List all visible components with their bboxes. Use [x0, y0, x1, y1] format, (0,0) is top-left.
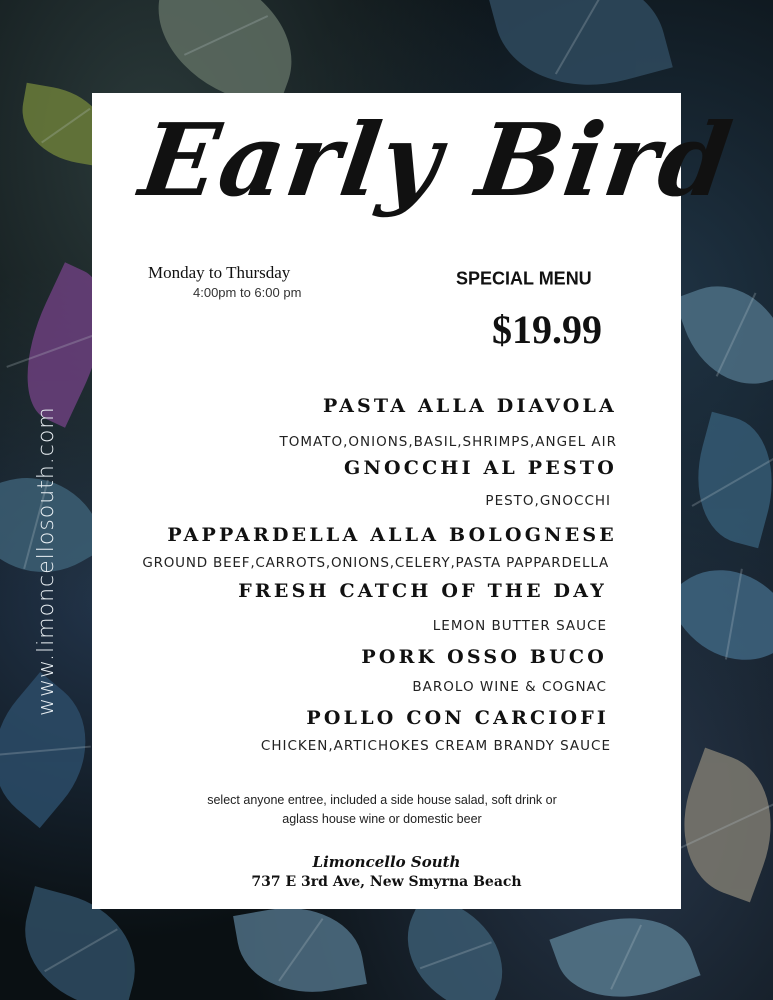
leaf-decoration [681, 412, 773, 549]
menu-days: Monday to Thursday [148, 263, 291, 282]
menu-hours: 4:00pm to 6:00 pm [193, 285, 302, 300]
dish-description: TOMATO,ONIONS,BASIL,SHRIMPS,ANGEL AIR [279, 434, 617, 450]
dish-name: PAPPARDELLA ALLA BOLOGNESE [167, 524, 617, 546]
dish-name: FRESH CATCH OF THE DAY [238, 579, 607, 602]
dish-description: BAROLO WINE & COGNAC [412, 679, 607, 695]
restaurant-name: Limoncello South [312, 853, 461, 871]
dish-description: PESTO,GNOCCHI [485, 492, 611, 509]
dish-name: GNOCCHI AL PESTO [344, 456, 617, 479]
leaf-decoration [674, 268, 773, 402]
website-url: www.limoncellosouth.com [34, 406, 59, 716]
dish-description: LEMON BUTTER SAUCE [432, 617, 607, 634]
leaf-decoration [233, 895, 367, 1000]
note-line: select anyone entree, included a side house salad, soft drink or [207, 793, 557, 807]
menu-title: Early Bird [133, 101, 741, 219]
dish-name: POLLO CON CARCIOFI [306, 706, 609, 729]
leaf-decoration [549, 895, 700, 1000]
dish-name: PORK OSSO BUCO [361, 646, 607, 668]
dish-description: GROUND BEEF,CARROTS,ONIONS,CELERY,PASTA PAPPARDELLA [142, 555, 609, 571]
note-line: aglass house wine or domestic beer [282, 812, 482, 826]
menu-card [92, 93, 741, 909]
dish-description: CHICKEN,ARTICHOKES CREAM BRANDY SAUCE [260, 737, 611, 754]
menu-note [152, 791, 612, 829]
menu-items [97, 393, 617, 753]
restaurant-address: 737 E 3rd Ave, New Smyrna Beach [251, 874, 522, 890]
special-menu-label: SPECIAL MENU [456, 267, 592, 289]
menu-price: $19.99 [492, 307, 602, 352]
dish-name: PASTA ALLA DIAVOLA [322, 395, 617, 417]
